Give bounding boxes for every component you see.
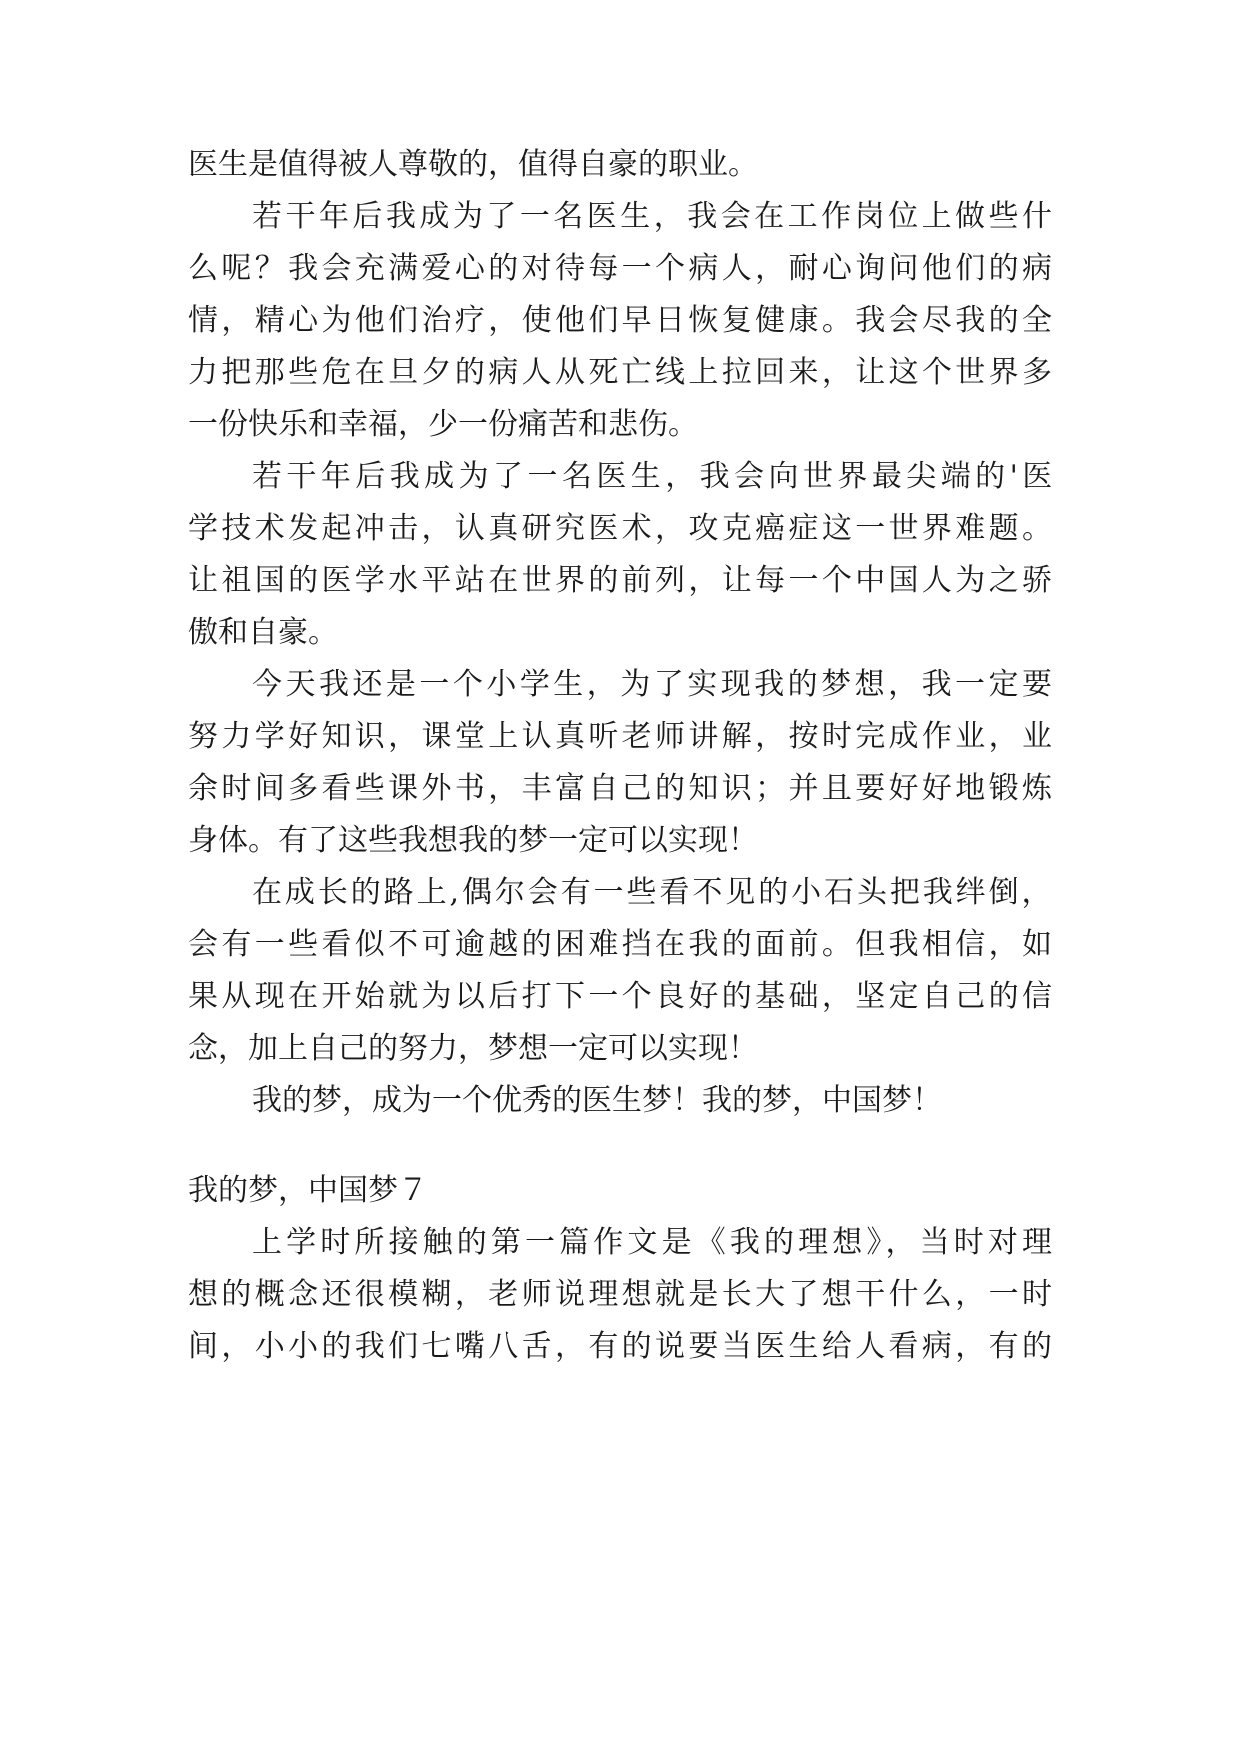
paragraph-first-line: 若干年后我成为了一名医生，我会在工作岗位上做些什 xyxy=(252,199,1056,234)
text-line: 医生是值得被人尊敬的，值得自豪的职业。 xyxy=(188,147,758,182)
text-line: 让祖国的医学水平站在世界的前列，让每一个中国人为之骄 xyxy=(188,563,1056,598)
text-line: 会有一些看似不可逾越的困难挡在我的面前。但我相信，如 xyxy=(188,927,1056,962)
text-line: 情，精心为他们治疗，使他们早日恢复健康。我会尽我的全 xyxy=(188,303,1056,338)
text-line: 念，加上自己的努力，梦想一定可以实现！ xyxy=(188,1031,758,1066)
paragraph-first-line: 若干年后我成为了一名医生，我会向世界最尖端的'医 xyxy=(252,459,1057,494)
text-line: 力把那些危在旦夕的病人从死亡线上拉回来，让这个世界多 xyxy=(188,355,1056,390)
paragraph-first-line: 上学时所接触的第一篇作文是《我的理想》，当时对理 xyxy=(252,1225,1057,1260)
paragraph-first-line: 今天我还是一个小学生，为了实现我的梦想，我一定要 xyxy=(252,667,1056,702)
text-line: 想的概念还很模糊，老师说理想就是长大了想干什么，一时 xyxy=(188,1277,1056,1312)
text-line: 傲和自豪。 xyxy=(188,615,338,650)
text-line: 努力学好知识，课堂上认真听老师讲解，按时完成作业，业 xyxy=(188,719,1056,754)
text-line: 间，小小的我们七嘴八舌，有的说要当医生给人看病，有的 xyxy=(188,1329,1056,1364)
text-line: 么呢？我会充满爱心的对待每一个病人，耐心询问他们的病 xyxy=(188,251,1056,286)
text-line: 身体。有了这些我想我的梦一定可以实现！ xyxy=(188,823,758,858)
paragraph-first-line: 在成长的路上,偶尔会有一些看不见的小石头把我绊倒， xyxy=(252,875,1055,910)
paragraph-first-line: 我的梦，成为一个优秀的医生梦！我的梦，中国梦！ xyxy=(252,1083,942,1118)
section-heading: 我的梦，中国梦７ xyxy=(188,1173,428,1208)
text-line: 学技术发起冲击，认真研究医术，攻克癌症这一世界难题。 xyxy=(188,511,1056,546)
text-line: 一份快乐和幸福，少一份痛苦和悲伤。 xyxy=(188,407,698,442)
text-line: 余时间多看些课外书，丰富自己的知识；并且要好好地锻炼 xyxy=(188,771,1056,806)
text-line: 果从现在开始就为以后打下一个良好的基础，坚定自己的信 xyxy=(188,979,1056,1014)
